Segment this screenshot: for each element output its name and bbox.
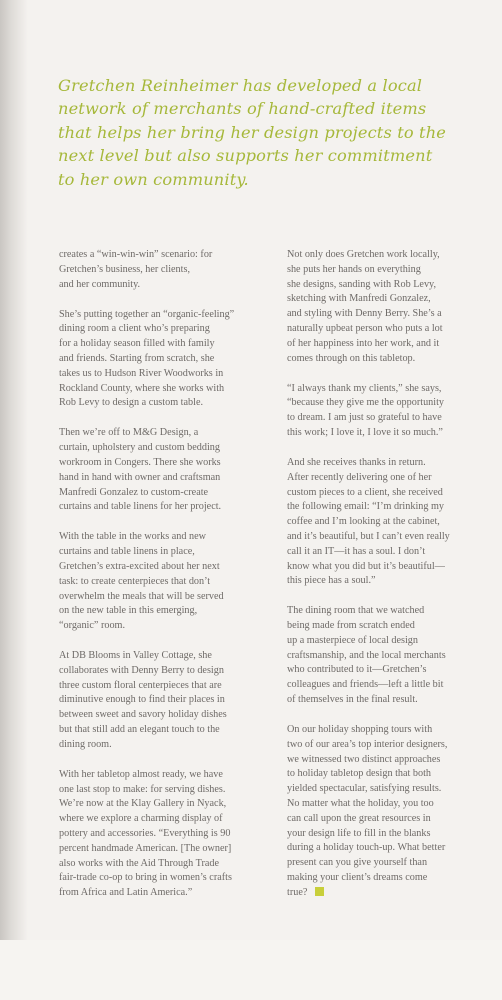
- pull-quote-line: to her own community.: [58, 169, 249, 189]
- paragraph-line: during a holiday touch-up. What better: [287, 842, 446, 854]
- article-paragraph: [59, 768, 259, 901]
- paragraph-line: can call upon the great resources in: [287, 812, 431, 824]
- paragraph-line: After recently delivering one of her: [287, 471, 432, 483]
- paragraph-line: who contributed to it—Gretchen’s: [287, 664, 427, 676]
- paragraph-line: the following email: “I’m drinking my: [287, 501, 445, 513]
- paragraph-line: Not only does Gretchen work locally,: [287, 249, 440, 260]
- paragraph-line: On our holiday shopping tours with: [287, 724, 433, 736]
- paragraph-line: she puts her hands on everything: [287, 263, 421, 275]
- paragraph-line: also works with the Aid Through Trade: [59, 857, 219, 869]
- article-paragraph: [59, 426, 259, 515]
- paragraph-line: present can you give yourself than: [287, 857, 428, 869]
- paragraph-line: and friends. Starting from scratch, she: [59, 352, 215, 364]
- paragraph-line: naturally upbeat person who puts a lot: [287, 322, 443, 334]
- paragraph-line: where we explore a charming display of: [59, 813, 223, 825]
- paragraph-line: pottery and accessories. “Everything is 90: [59, 828, 231, 840]
- article-column-right: [287, 248, 487, 916]
- end-of-article-mark: [315, 887, 324, 896]
- paragraph-line: diminutive enough to find their places in: [59, 694, 225, 706]
- paragraph-line: With her tabletop almost ready, we have: [59, 768, 223, 780]
- paragraph-line: yielded spectacular, satisfying results.: [287, 783, 442, 795]
- paragraph-line: being made from scratch ended: [287, 620, 415, 632]
- article-paragraph: [287, 604, 487, 708]
- paragraph-line: takes us to Hudson River Woodworks in: [59, 367, 224, 379]
- paragraph-line: dining room a client who’s preparing: [59, 323, 210, 335]
- article-paragraph: [59, 530, 259, 634]
- paragraph-line: from Africa and Latin America.”: [59, 887, 193, 899]
- paragraph-line: Rob Levy to design a custom table.: [59, 397, 204, 409]
- article-paragraph: [287, 248, 487, 366]
- paragraph-line: With the table in the works and new: [59, 531, 206, 543]
- paragraph-line: “I always thank my clients,” she says,: [287, 382, 442, 394]
- paragraph-line: creates a “win-win-win” scenario: for: [59, 249, 213, 260]
- paragraph-line: and her community.: [59, 278, 141, 290]
- paragraph-line: custom pieces to a client, she received: [287, 486, 443, 498]
- paragraph-line: collaborates with Denny Berry to design: [59, 664, 224, 676]
- paragraph-line: for a holiday season filled with family: [59, 338, 215, 350]
- article-paragraph: [59, 248, 259, 292]
- paragraph-line: percent handmade American. [The owner]: [59, 842, 232, 854]
- paragraph-line: curtains and table linens in place,: [59, 546, 195, 558]
- paragraph-line: coffee and I’m looking at the cabinet,: [287, 516, 440, 528]
- paragraph-line: craftsmanship, and the local merchants: [287, 649, 446, 661]
- paragraph-line: fair-trade co-op to bring in women’s crafts: [59, 872, 232, 884]
- paragraph-line: three custom floral centerpieces that are: [59, 679, 222, 691]
- article-paragraph: [287, 456, 487, 589]
- paragraph-line: of her happiness into her work, and it: [287, 337, 440, 349]
- paragraph-line: At DB Blooms in Valley Cottage, she: [59, 650, 212, 662]
- paragraph-line: And she receives thanks in return.: [287, 456, 426, 468]
- bottom-margin: [0, 940, 502, 1000]
- paragraph-line: to holiday tabletop design that both: [287, 768, 432, 780]
- paragraph-line: Manfredi Gonzalez to custom-create: [59, 486, 209, 498]
- paragraph-line: We’re now at the Klay Gallery in Nyack,: [59, 798, 227, 810]
- paragraph-line: Rockland County, where she works with: [59, 382, 225, 394]
- paragraph-line: we witnessed two distinct approaches: [287, 753, 441, 765]
- page-gutter-shadow: [0, 0, 28, 1000]
- paragraph-line: of themselves in the final result.: [287, 694, 418, 706]
- paragraph-line: one last stop to make: for serving dishes.: [59, 783, 226, 795]
- paragraph-line: and it’s beautiful, but I can’t even really: [287, 530, 450, 542]
- paragraph-line: up a masterpiece of local design: [287, 634, 418, 646]
- paragraph-line: task: to create centerpieces that don’t: [59, 575, 211, 587]
- paragraph-line: to dream. I am just so grateful to have: [287, 412, 442, 424]
- paragraph-line: “organic” room.: [59, 620, 126, 632]
- paragraph-line: making your client’s dreams come: [287, 872, 428, 884]
- paragraph-line: She’s putting together an “organic-feeling”: [59, 308, 235, 320]
- pull-quote-line: next level but also supports her commitment: [58, 146, 433, 166]
- paragraph-line: curtain, upholstery and custom bedding: [59, 442, 220, 454]
- paragraph-line: No matter what the holiday, you too: [287, 798, 434, 810]
- paragraph-line: overwhelm the meals that will be served: [59, 590, 224, 602]
- article-paragraph: [287, 382, 487, 441]
- pull-quote-line: network of merchants of hand-crafted items: [58, 99, 427, 119]
- paragraph-line: this work; I love it, I love it so much.”: [287, 426, 443, 438]
- pull-quote-line: Gretchen Reinheimer has developed a local: [58, 76, 423, 95]
- paragraph-line: dining room.: [59, 738, 112, 750]
- paragraph-line: your design life to fill in the blanks: [287, 827, 431, 839]
- paragraph-line: this piece has a soul.”: [287, 575, 376, 587]
- paragraph-line: on the new table in this emerging,: [59, 605, 198, 617]
- pull-quote: [58, 74, 458, 191]
- paragraph-line: call it an IT—it has a soul. I don’t: [287, 545, 426, 557]
- paragraph-line: The dining room that we watched: [287, 605, 425, 617]
- paragraph-line: between sweet and savory holiday dishes: [59, 709, 227, 721]
- paragraph-line: sketching with Manfredi Gonzalez,: [287, 293, 431, 305]
- paragraph-line: curtains and table linens for her project.: [59, 501, 222, 513]
- paragraph-line: and styling with Denny Berry. She’s a: [287, 308, 442, 320]
- paragraph-line: but that still add an elegant touch to the: [59, 724, 220, 736]
- paragraph-line: colleagues and friends—left a little bit: [287, 679, 444, 691]
- pull-quote-line: that helps her bring her design projects to the: [58, 122, 447, 142]
- paragraph-line: “because they give me the opportunity: [287, 397, 445, 409]
- paragraph-line: hand in hand with owner and craftsman: [59, 471, 221, 483]
- paragraph-line: two of our area’s top interior designers,: [287, 738, 448, 750]
- article-paragraph: [59, 308, 259, 412]
- paragraph-line: Then we’re off to M&G Design, a: [59, 427, 199, 439]
- paragraph-line: comes through on this tabletop.: [287, 352, 416, 364]
- paragraph-line: she designs, sanding with Rob Levy,: [287, 278, 437, 290]
- paragraph-line: Gretchen’s business, her clients,: [59, 263, 190, 275]
- paragraph-line: Gretchen’s extra-excited about her next: [59, 560, 220, 572]
- paragraph-line: true?: [287, 886, 487, 901]
- article-column-left: [59, 248, 259, 916]
- paragraph-line: workroom in Congers. There she works: [59, 456, 221, 468]
- article-paragraph: [287, 723, 487, 901]
- article-paragraph: [59, 649, 259, 753]
- paragraph-line: know what you did but it’s beautiful—: [287, 560, 445, 572]
